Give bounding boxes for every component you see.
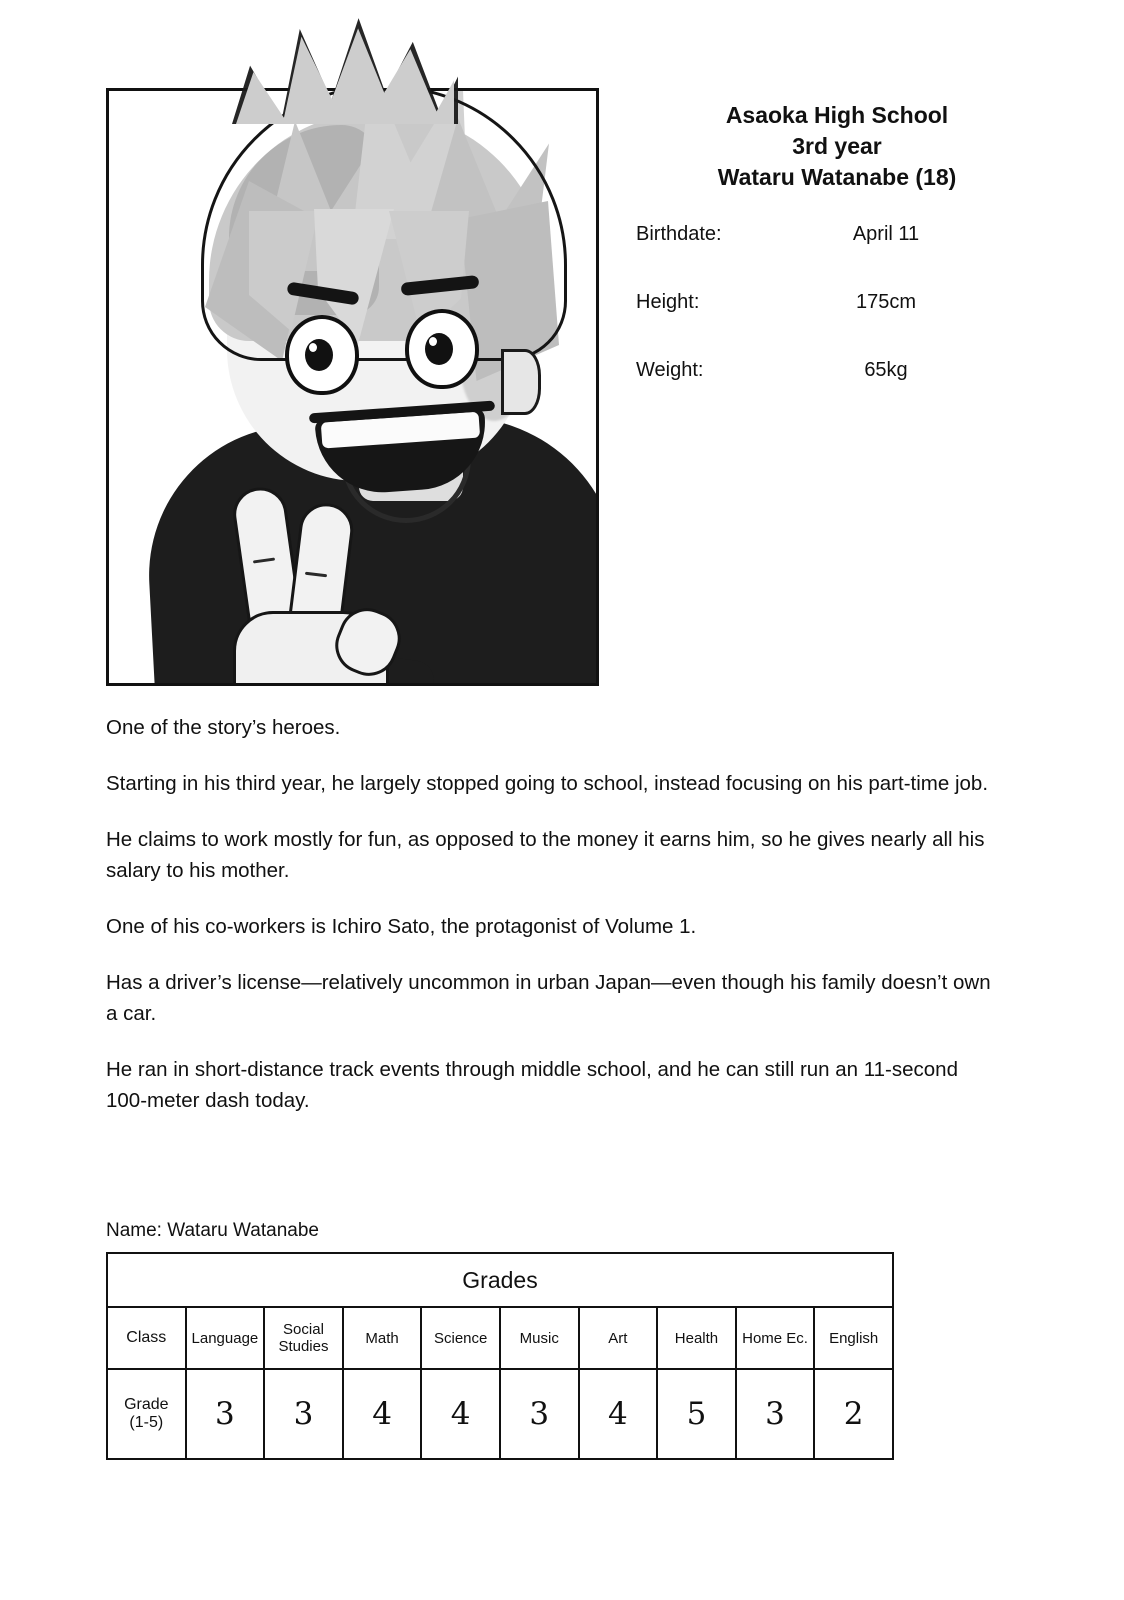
subject-header: Math <box>343 1307 422 1369</box>
stat-label: Weight: <box>636 359 704 381</box>
grade-row-label-line2: (1-5) <box>129 1414 164 1431</box>
subject-header: Language <box>186 1307 265 1369</box>
stat-row-birthdate <box>636 221 1056 247</box>
profile-header-section <box>0 0 1124 700</box>
description-paragraph: He ran in short-distance track events through middle school, and he can still run an 11-second 100-meter dash today. <box>106 1058 958 1112</box>
stat-row-height <box>636 289 1056 315</box>
peace-sign-hand <box>205 481 415 683</box>
stat-label: Height: <box>636 291 700 313</box>
description-paragraph: One of the story’s heroes. <box>106 716 341 739</box>
grade-value: 2 <box>814 1369 893 1459</box>
eye-glint-right <box>429 337 437 346</box>
school-year: 3rd year <box>792 133 882 159</box>
school-name: Asaoka High School <box>725 102 949 128</box>
description-paragraph: Starting in his third year, he largely stopped going to school, instead focusing on his part-time job. <box>106 772 989 795</box>
profile-title <box>618 100 1056 193</box>
profile-info-block <box>636 100 1056 425</box>
grade-row-label <box>107 1369 186 1459</box>
subject-header: English <box>814 1307 893 1369</box>
grade-value: 3 <box>500 1369 579 1459</box>
profile-stats <box>636 221 1056 383</box>
grade-value: 3 <box>264 1369 343 1459</box>
stat-label: Birthdate: <box>636 223 722 245</box>
subject-header: Social Studies <box>264 1307 343 1369</box>
subject-header: Science <box>421 1307 500 1369</box>
description-paragraph: Has a driver’s license—relatively uncommon in urban Japan—even though his family doesn’t own a car. <box>106 971 991 1025</box>
stat-value: April 11 <box>852 223 920 245</box>
ear-shape <box>501 349 541 415</box>
description-paragraph: He claims to work mostly for fun, as opposed to the money it earns him, so he gives nearly all his salary to his mother. <box>106 828 985 882</box>
grade-value: 4 <box>579 1369 658 1459</box>
eye-glint-left <box>309 343 317 352</box>
subject-header: Home Ec. <box>736 1307 815 1369</box>
description-paragraph: One of his co-workers is Ichiro Sato, the protagonist of Volume 1. <box>106 915 697 938</box>
grades-class-header: Class <box>107 1307 186 1369</box>
grades-title-row <box>107 1253 893 1307</box>
grades-title: Grades <box>107 1253 893 1307</box>
portrait-artwork <box>109 91 596 683</box>
subject-header: Health <box>657 1307 736 1369</box>
grade-value: 3 <box>186 1369 265 1459</box>
character-portrait <box>106 88 599 686</box>
grade-value: 4 <box>343 1369 422 1459</box>
grade-value: 3 <box>736 1369 815 1459</box>
grades-section <box>106 1218 894 1460</box>
stat-value: 65kg <box>864 359 908 381</box>
grades-header-row <box>107 1307 893 1369</box>
character-name: Wataru Watanabe (18) <box>717 164 957 190</box>
hair-overflow-above-frame <box>226 16 456 106</box>
grade-row-label-line1: Grade <box>124 1396 169 1413</box>
grades-name-line: Name: Wataru Watanabe <box>106 1220 319 1241</box>
character-description <box>106 712 994 1141</box>
subject-header: Music <box>500 1307 579 1369</box>
grades-value-row <box>107 1369 893 1459</box>
stat-value: 175cm <box>855 291 917 313</box>
grade-value: 5 <box>657 1369 736 1459</box>
subject-header: Art <box>579 1307 658 1369</box>
grades-table <box>106 1252 894 1460</box>
grade-value: 4 <box>421 1369 500 1459</box>
stat-row-weight <box>636 357 1056 383</box>
